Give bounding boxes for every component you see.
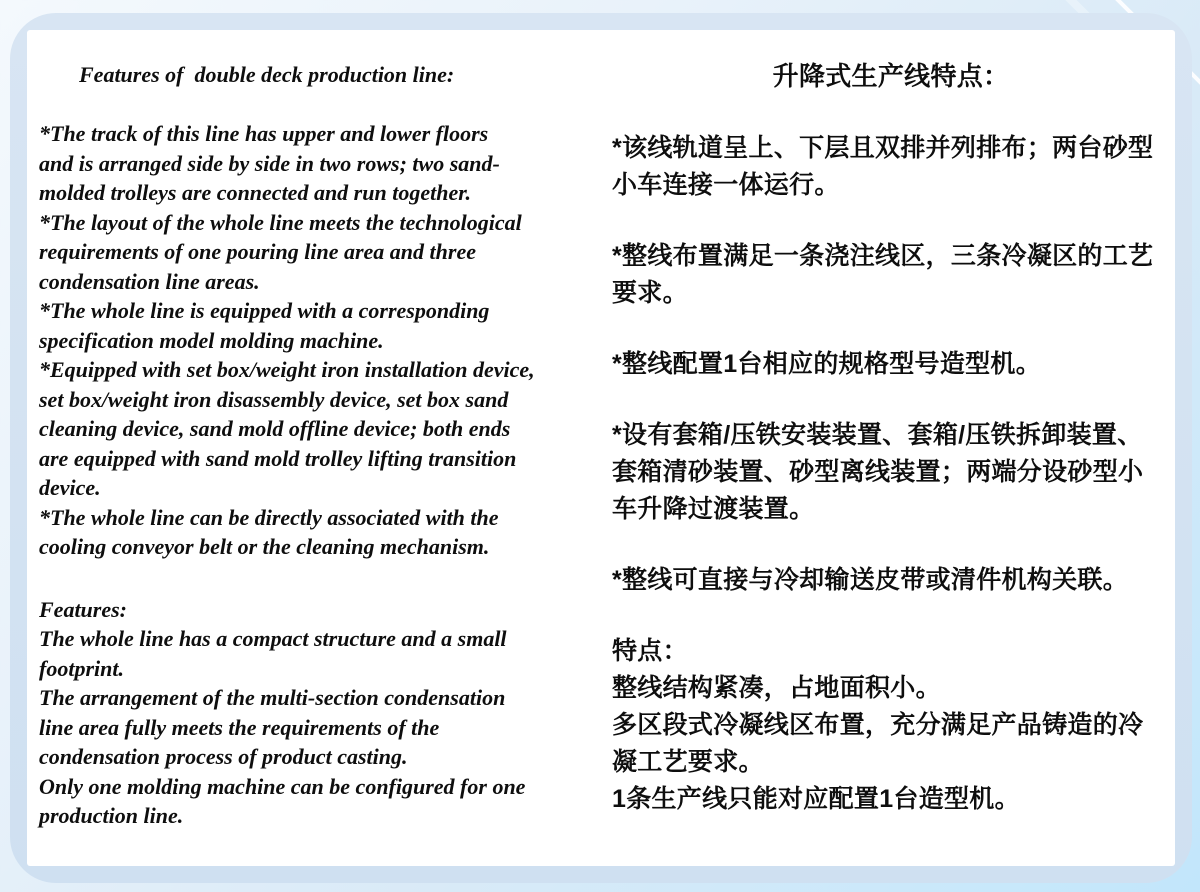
text-line: condensation process of product casting. — [39, 744, 408, 769]
text-line: *整线布置满足一条浇注线区，三条冷凝区的工艺 — [612, 242, 1154, 270]
text-line: 套箱清砂装置、砂型离线装置；两端分设砂型小 — [612, 458, 1144, 486]
chinese-text-blocks — [612, 130, 1170, 818]
paragraph — [612, 346, 1170, 383]
text-line: 要求。 — [612, 279, 688, 307]
text-line: *整线配置1台相应的规格型号造型机。 — [612, 350, 1042, 378]
chinese-title: 升降式生产线特点： — [772, 61, 1010, 91]
text-line: and is arranged side by side in two rows; two sand- — [39, 150, 500, 176]
english-text-blocks — [39, 119, 605, 831]
english-title: Features of double deck production line: — [79, 62, 455, 87]
text-line: device. — [39, 475, 101, 500]
text-line: The arrangement of the multi-section condensation — [39, 685, 506, 710]
english-column — [39, 60, 605, 831]
paragraph — [612, 562, 1170, 599]
card-frame — [10, 13, 1192, 883]
text-line: 多区段式冷凝线区布置，充分满足产品铸造的冷 — [612, 711, 1144, 739]
text-line: *设有套箱/压铁安装装置、套箱/压铁拆卸装置、 — [612, 421, 1143, 449]
text-line: *Equipped with set box/weight iron installation device, — [39, 357, 535, 382]
paragraph — [612, 417, 1170, 528]
text-line: molded trolleys are connected and run together. — [39, 180, 472, 205]
text-line: footprint. — [39, 655, 124, 681]
text-line: 整线结构紧凑，占地面积小。 — [612, 674, 941, 702]
text-line: cooling conveyor belt or the cleaning mechanism. — [39, 534, 490, 559]
text-line: *The layout of the whole line meets the technological — [39, 209, 522, 235]
text-line: set box/weight iron disassembly device, set box sand — [39, 386, 509, 412]
text-line: The whole line has a compact structure and a small — [39, 626, 507, 651]
text-line: Only one molding machine can be configured for one — [39, 773, 526, 799]
text-line: line area fully meets the requirements of the — [39, 714, 440, 740]
text-line: condensation line areas. — [39, 268, 260, 294]
paragraph — [39, 595, 605, 831]
content-card — [27, 30, 1175, 866]
paragraph — [39, 119, 605, 562]
paragraph — [612, 130, 1170, 204]
text-line: cleaning device, sand mold offline device; both ends — [39, 416, 511, 441]
text-line: *The whole line can be directly associated with the — [39, 504, 499, 530]
text-line: Features: — [39, 596, 127, 622]
paragraph — [612, 238, 1170, 312]
text-line: 1条生产线只能对应配置1台造型机。 — [612, 785, 1020, 813]
text-line: are equipped with sand mold trolley lifting transition — [39, 445, 517, 471]
text-line: production line. — [39, 803, 184, 828]
text-line: 特点： — [612, 637, 688, 665]
paragraph — [612, 633, 1170, 818]
text-line: *整线可直接与冷却输送皮带或清件机构关联。 — [612, 566, 1129, 594]
chinese-column — [612, 58, 1170, 818]
text-line: 车升降过渡装置。 — [612, 495, 815, 523]
text-line: requirements of one pouring line area and three — [39, 239, 476, 264]
text-line: *该线轨道呈上、下层且双排并列排布；两台砂型 — [612, 134, 1154, 162]
text-line: 凝工艺要求。 — [612, 748, 764, 776]
text-line: 小车连接一体运行。 — [612, 171, 840, 199]
text-line: specification model molding machine. — [39, 327, 384, 353]
text-line: *The whole line is equipped with a corresponding — [39, 298, 490, 323]
text-line: *The track of this line has upper and lower floors — [39, 121, 489, 146]
